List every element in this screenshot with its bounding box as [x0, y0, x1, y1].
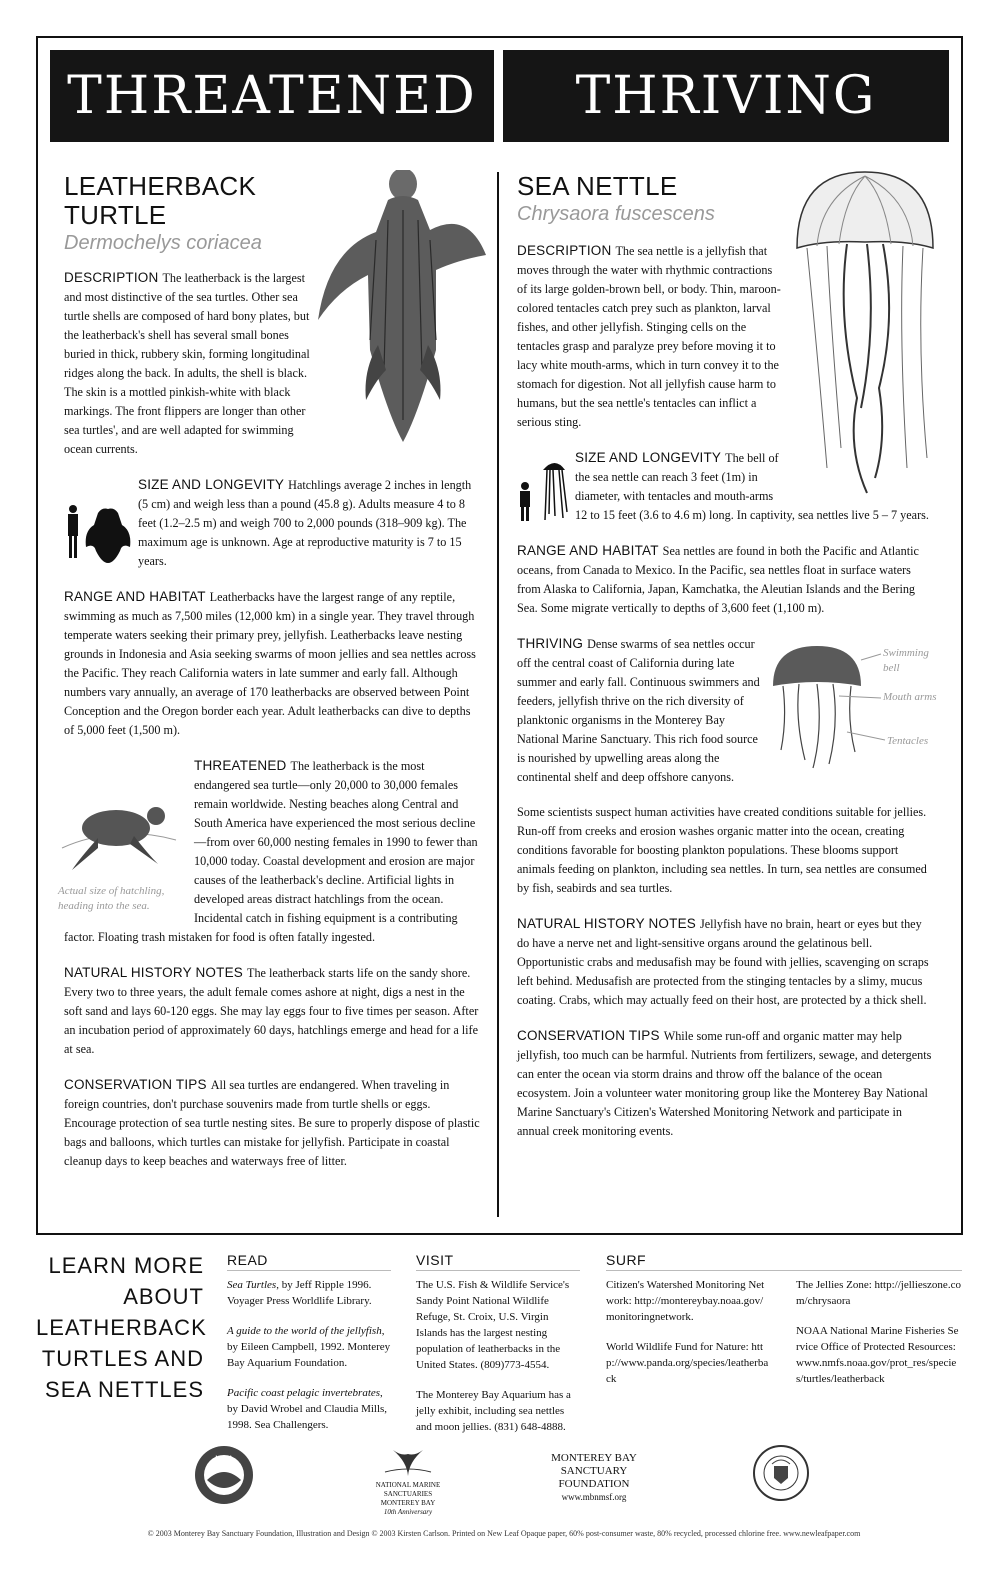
book-title: Pacific coast pelagic invertebrates — [227, 1387, 381, 1399]
nettle-notes — [517, 914, 935, 1010]
book-title: Sea Turtles — [227, 1279, 277, 1291]
logo-text: SANCTUARY — [560, 1465, 628, 1477]
surf-link[interactable]: World Wildlife Fund for Nature: http://www.panda.org/species/leatherback — [606, 1341, 769, 1385]
section-heading: RANGE AND HABITAT — [64, 589, 206, 604]
hatchling-illustration — [58, 792, 188, 878]
turtle-size — [64, 475, 482, 571]
logo-text: SANCTUARIES — [383, 1490, 433, 1498]
learn-line: LEATHERBACK — [36, 1315, 207, 1340]
banner-threatened: THREATENED — [50, 50, 494, 142]
visit-item: The Monterey Bay Aquarium has a jelly exhibit, including sea nettles and moon jellies. (831) 648-4888. — [416, 1389, 571, 1433]
surf-link[interactable]: The Jellies Zone: http://jellieszone.com/chrysaora — [796, 1279, 961, 1307]
department-of-commerce-seal — [752, 1444, 810, 1502]
read-item — [227, 1323, 391, 1371]
section-text: The leatherback is the largest and most distinctive of the sea turtles. Other sea turtle shells are composed of hard bony plates, but the leatherback's shell has several small bones buried in thick, rubbery skin, forming longitudinal ridges along the back. In adults, the shell is black. The skin is a mottled pinkish-white with black markings. The front flippers are longer than other sea turtles', and are well adapted for swimming ocean currents. — [64, 271, 310, 456]
section-heading: DESCRIPTION — [64, 270, 159, 285]
section-text: The leatherback starts life on the sandy shore. Every two to three years, the adult female comes ashore at night, digs a nest in the soft sand and lays 60-120 eggs. She may lay eggs four to five times per season. After an incubation period of approximately 60 days, hatchlings emerge and head for a life at sea. — [64, 966, 479, 1056]
mbsf-logo — [544, 1452, 644, 1504]
section-heading: CONSERVATION TIPS — [517, 1028, 660, 1043]
sea-nettle-illustration — [787, 168, 943, 498]
read-resources — [227, 1252, 391, 1447]
label-mouth-arms: Mouth arms — [883, 691, 937, 703]
logo-text: NATIONAL MARINE — [375, 1481, 441, 1489]
section-text: Dense swarms of sea nettles occur off the central coast of California during late summer and early fall. Continuous swimmers and feeders, jellyfish thrive on the rich diversity of planktonic organisms in the Monterey Bay National Marine Sanctuary. This rich food source is nourished by upwelling areas along the continental shelf and deep offshore canyons. — [517, 637, 760, 784]
section-heading: SIZE AND LONGEVITY — [138, 477, 285, 492]
section-text: The sea nettle is a jellyfish that moves through the water with rhythmic contractions of its large golden-brown bell, or body. Thin, maroon-colored tentacles catch prey such as plankton, larval fishes, and other jellyfish. Stinging cells on the tentacles grasp and paralyze prey before moving it to lacy white mouth-arms, which in turn convey it to the stomach for digestion. Not all jellyfish cause harm to humans, but the sea nettle's tentacles can inflict a serious sting. — [517, 244, 781, 429]
noaa-logo — [193, 1444, 255, 1506]
noaa-logo-text: NOAA — [215, 1455, 233, 1462]
nettle-column — [517, 172, 935, 1157]
label-tentacles: Tentacles — [887, 735, 929, 747]
turtle-scientific-name: Dermochelys coriacea — [64, 232, 262, 254]
footer-credits: © 2003 Monterey Bay Sanctuary Foundation, Illustration and Design © 2003 Kirsten Carlson. Printed on New Leaf Opaque paper, 60% post-consumer waste, 80% recycled, processed chlorine free. www.newleafpaper.com — [147, 1529, 861, 1538]
leatherback-turtle-illustration — [318, 170, 488, 455]
turtle-tips — [64, 1075, 482, 1171]
section-heading: DESCRIPTION — [517, 243, 612, 258]
hatchling-figure — [58, 792, 188, 914]
logo-text: MONTEREY BAY — [551, 1452, 637, 1464]
banner-thriving: THRIVING — [503, 50, 949, 142]
section-heading: THRIVING — [517, 636, 584, 651]
surf-col-2 — [796, 1277, 962, 1401]
turtle-range — [64, 587, 482, 740]
nettle-name: SEA NETTLE — [517, 171, 678, 201]
nettle-thriving-continued: Some scientists suspect human activities have created conditions suitable for jellies. Run-off from creeks and erosion washes organic matter into the ocean, creating conditions favorable for boosting plankton populations. These blooms support animals feeding on plankton, including sea nettles. In turn, sea nettles are consumed by fish, seabirds and sea turtles. — [517, 805, 927, 895]
read-heading: READ — [227, 1252, 391, 1271]
section-heading: CONSERVATION TIPS — [64, 1077, 207, 1092]
read-item — [227, 1385, 391, 1433]
surf-col-1 — [606, 1277, 770, 1401]
surf-resources — [606, 1252, 962, 1401]
section-heading: THREATENED — [194, 758, 287, 773]
column-divider — [497, 172, 499, 1217]
section-heading: NATURAL HISTORY NOTES — [64, 965, 243, 980]
book-details: , by David Wrobel and Claudia Mills, 1998. Sea Challengers. — [227, 1387, 388, 1431]
section-text: Sea nettles are found in both the Pacific and Atlantic oceans, from Canada to Mexico. In the Pacific, sea nettles float in surface waters from Alaska to California, Japan, Kamchatka, the Aleutian Islands and the Bering Sea. Some migrate vertically to depths of 3,600 feet (1,100 m). — [517, 544, 919, 615]
logo-text: 10th Anniversary — [383, 1508, 433, 1516]
learn-line: SEA NETTLES — [45, 1377, 204, 1402]
section-text: Jellyfish have no brain, heart or eyes but they do have a nerve net and light-sensitive organs around the gelatinous bell. Opportunistic crabs and medusafish may be found with jellies, scavenging on scraps left behind. Medusafish are protected from the stinging tentacles by a slimy, mucus coating. Crabs, which may actually feed on their host, are protected by a thick shell. — [517, 917, 929, 1007]
section-heading: RANGE AND HABITAT — [517, 543, 659, 558]
surf-heading: SURF — [606, 1252, 962, 1271]
label-swimming-bell: Swimming bell — [883, 647, 929, 674]
book-details: , by Jeff Ripple 1996. Voyager Press Worldlife Library. — [227, 1279, 372, 1307]
logo-text: MONTEREY BAY — [380, 1499, 436, 1507]
national-marine-sanctuaries-logo — [364, 1442, 452, 1517]
jellyfish-anatomy-figure — [769, 640, 947, 770]
section-text: All sea turtles are endangered. When traveling in foreign countries, don't purchase souvenirs made from turtle shells or eggs. Encourage protection of sea turtle nesting sites. Be sure to properly dispose of plastic bags and balloons, which turtles can mistake for jellyfish. Participate in coastal cleanup days to keep beaches and waterways free of litter. — [64, 1078, 480, 1168]
turtle-column — [58, 171, 482, 1187]
whale-tail-icon — [383, 1442, 433, 1478]
learn-line: ABOUT — [123, 1284, 204, 1309]
section-text: The bell of the sea nettle can reach 3 feet (1m) in diameter, with tentacles and mouth-arms 12 to 15 feet (3.6 to 4.6 m) long. In captivity, sea nettles live 5 – 7 years. — [575, 451, 929, 522]
learn-line: TURTLES AND — [41, 1346, 204, 1371]
turtle-threatened — [58, 756, 482, 947]
book-title: A guide to the world of the jellyfish — [227, 1325, 382, 1337]
visit-item: The U.S. Fish & Wildlife Service's Sandy Point National Wildlife Refuge, St. Croix, U.S. Virgin Islands has the largest nesting population of leatherbacks in the United States. (809)773-4554. — [416, 1279, 570, 1371]
visit-resources — [416, 1252, 580, 1449]
nettle-range — [517, 541, 935, 618]
book-details: , by Eileen Campbell, 1992. Monterey Bay Aquarium Foundation. — [227, 1325, 391, 1369]
nettle-thriving — [517, 634, 935, 787]
learn-more-title — [36, 1250, 207, 1405]
size-comparison-icon — [517, 456, 571, 522]
size-comparison-icon — [64, 503, 132, 567]
learn-line: LEARN MORE — [48, 1253, 204, 1278]
nettle-scientific-name: Chrysaora fuscescens — [517, 203, 715, 225]
turtle-notes — [64, 963, 482, 1059]
logo-url[interactable]: www.mbnmsf.org — [561, 1492, 627, 1502]
section-text: Hatchlings average 2 inches in length (5 cm) and weigh less than a pound (45.8 g). Adults measure 4 to 8 feet (1.2–2.5 m) and weigh 700 to 2,000 pounds (318–909 kg). The maximum age is unknown. Age at reproductive maturity is 7 to 15 years. — [138, 478, 472, 568]
section-text: The leatherback is the most endangered sea turtle—only 20,000 to 30,000 females remain worldwide. Nesting beaches along Central and South America have experienced the most serious decline—from over 60,000 nesting females in 1990 to fewer than 10,000 today. Coastal development and erosion are major causes of the leatherback's decline. Artificial lights in developed areas distract hatchlings from the ocean. Incidental catch in fishing equipment is a contributing factor. Floating trash mistaken for food is often fatally ingested. — [64, 759, 478, 944]
surf-link[interactable]: Citizen's Watershed Monitoring Network: http://montereybay.noaa.gov/monitoringnetwork. — [606, 1279, 765, 1323]
section-heading: NATURAL HISTORY NOTES — [517, 916, 696, 931]
read-item — [227, 1277, 391, 1309]
visit-heading: VISIT — [416, 1252, 580, 1271]
section-text: While some run-off and organic matter may help jellyfish, too much can be harmful. Nutrients from fertilizers, sewage, and detergents can enter the ocean via storm drains and throw off the balance of the ocean ecosystem. Join a volunteer water monitoring group like the Monterey Bay National Marine Sanctuary's Citizen's Watershed Monitoring Network and participate in annual creek monitoring events. — [517, 1029, 932, 1138]
section-text: Leatherbacks have the largest range of any reptile, swimming as much as 7,500 miles (12,000 km) in a single year. They travel through temperate waters seeking their primary prey, jellyfish. Leatherbacks leave nesting grounds in Indonesia and Asia seeking swarms of moon jellies and sea nettles across the Pacific. They reach California waters in late summer and early fall. Although numbers vary annually, an average of 170 leatherbacks are observed between Point Conception and the Oregon border each year. Adult leatherbacks can dive to depths of 5,000 feet (1,500 m). — [64, 590, 476, 737]
hatchling-caption: Actual size of hatchling, heading into the sea. — [58, 885, 165, 912]
turtle-name: LEATHERBACK TURTLE — [64, 171, 257, 230]
section-heading: SIZE AND LONGEVITY — [575, 450, 722, 465]
nettle-tips — [517, 1026, 935, 1141]
logo-text: FOUNDATION — [558, 1478, 630, 1490]
surf-link[interactable]: NOAA National Marine Fisheries Service Office of Protected Resources: www.nmfs.noaa.gov/prot_res/species/turtles/leatherback — [796, 1325, 959, 1385]
surf-columns — [606, 1277, 962, 1401]
